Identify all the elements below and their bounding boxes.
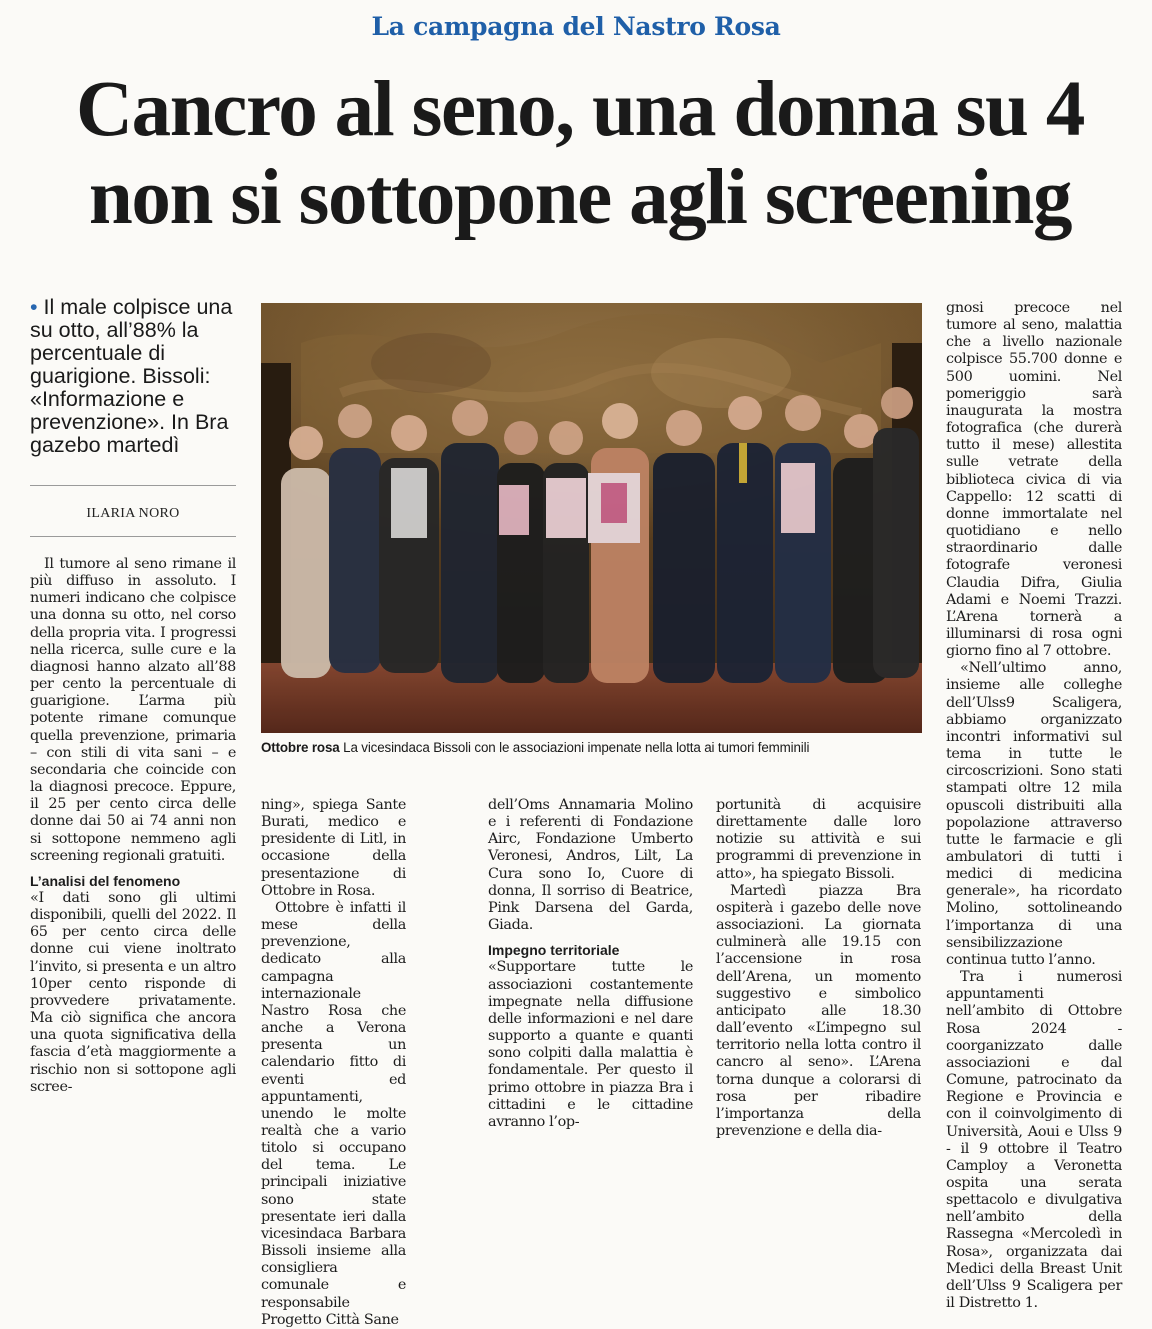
paragraph: portunità di acquisire direttamente dalle loro notizie su attività e sui programmi di prevenzione in atto», ha spiegato Bissoli. — [716, 797, 921, 882]
paragraph: gnosi precoce nel tumore al seno, malattia che a livello nazionale colpisce 55.700 donne e 500 uomini. Nel pomeriggio sarà inaugurata la mostra fotografica (che durerà tutto il mese) allestita sulle vetrate della biblioteca civica di via Cappello: 12 scatti di donne immortalate nel quotidiano e nello straordinario dalle fotografe veronesi Claudia Difra, Giulia Adami e Noemi Trazzi. L’Arena tornerà a illuminarsi di rosa ogni giorno fino al 7 ottobre. — [946, 300, 1122, 660]
subheadline — [30, 296, 238, 457]
paragraph: Tra i numerosi appuntamenti nell’ambito di Ottobre Rosa 2024 - coorganizzato dalle associazioni e dal Comune, patrocinato da Regione e Provincia e con il coinvolgimento di Università, Aoui e Ulss 9 - il 9 ottobre il Teatro Camploy a Veronetta ospita una serata spettacolo e divulgativa nell’ambito della Rassegna «Mercoledì in Rosa», organizzata dai Medici della Breast Unit dell’Ulss 9 Scaligera per il Distretto 1. — [946, 969, 1122, 1312]
headline — [30, 66, 1130, 242]
paragraph: Martedì piazza Bra ospiterà i gazebo delle nove associazioni. La giornata culminerà alle 19.15 con l’accensione in rosa dell’Arena, un momento suggestivo e simbolico anticipato alle 18.30 dall’evento «L’impegno sul territorio nella lotta contro il cancro al seno». L’Arena torna dunque a colorarsi di rosa per ribadire l’importanza della prevenzione e della dia- — [716, 882, 921, 1139]
article-column-4 — [716, 797, 921, 1140]
photo-caption — [261, 740, 941, 755]
paragraph: Ottobre è infatti il mese della prevenzione, dedicato alla campagna internazionale Nastro Rosa che anche a Verona presenta un calendario fitto di eventi ed appuntamenti, unendo le molte realtà che a vario titolo si occupano del tema. Le principali iniziative sono state presentate ieri dalla vicesindaca Barbara Bissoli insieme alla consigliera comunale e responsabile Progetto Città Sane — [261, 899, 406, 1328]
headline-line-1: Cancro al seno, una donna su 4 — [76, 66, 1084, 153]
paragraph: ning», spiega Sante Burati, medico e presidente di Litl, in occasione della presentazione di Ottobre in Rosa. — [261, 797, 406, 899]
section-subheading: Impegno territoriale — [488, 942, 620, 959]
bullet-icon: • — [30, 295, 38, 319]
article-column-3 — [488, 797, 693, 1131]
paragraph: dell’Oms Annamaria Molino e i referenti di Fondazione Airc, Fondazione Umberto Veronesi, Andros, Lilt, La Cura sono Io, Cuore di donna, Il sorriso di Beatrice, Pink Darsena del Garda, Giada. — [488, 797, 693, 934]
photo-caption-title: Ottobre rosa — [261, 740, 340, 755]
byline-divider-bottom — [30, 536, 236, 537]
byline: ILARIA NORO — [86, 506, 180, 521]
photo-caption-text: La vicesindaca Bissoli con le associazioni impenate nella lotta ai tumori femminili — [343, 740, 810, 755]
byline-divider-top — [30, 485, 236, 486]
paragraph: «I dati sono gli ultimi disponibili, quelli del 2022. Il 65 per cento circa delle donne cui viene inoltrato l’invito, si presenta e un altro 10per cento risponde di provvedere privatamente. Ma ciò significa che ancora una quota significativa della fascia d’età maggiormente a rischio non si sottopone agli scree- — [30, 889, 236, 1095]
headline-line-2: non si sottopone agli screening — [88, 154, 1072, 241]
paragraph: Il tumore al seno rimane il più diffuso in assoluto. I numeri indicano che colpisce una donna su otto, nel corso della propria vita. I progressi nella ricerca, sulle cure e la diagnosi hanno alzato all’88 per cento la percentuale di guarigione. L’arma più potente rimane comunque quella prevenzione, primaria – con stili di vita sani – e secondaria che coincide con la diagnosi precoce. Eppure, il 25 per cento circa delle donne dai 50 ai 74 anni non si sottopone nemmeno agli screening regionali gratuiti. — [30, 556, 236, 864]
article-column-5 — [946, 300, 1122, 1312]
paragraph: «Supportare tutte le associazioni costantemente impegnate nella diffusione delle informazioni e nel dare supporto a quante e quanti sono colpiti dalla malattia è fondamentale. Per questo il primo ottobre in piazza Bra i cittadini e le cittadine avranno l’op- — [488, 959, 693, 1130]
article-column-2 — [261, 797, 406, 1329]
section-kicker: La campagna del Nastro Rosa — [371, 12, 781, 41]
paragraph: «Nell’ultimo anno, insieme alle colleghe dell’Ulss9 Scaligera, abbiamo organizzato incontri informativi sul tema in tutte le circoscrizioni. Sono stati stampati oltre 12 mila opuscoli distribuiti alla popolazione attraverso tutte le farmacie e gli ambulatori di tutti i medici di medicina generale», ha ricordato Molino, sottolineando l’importanza di una sensibilizzazione continua tutto l’anno. — [946, 660, 1122, 968]
article-column-1 — [30, 556, 236, 1096]
subheadline-text: Il male colpisce una su otto, all’88% la percentuale di guarigione. Bissoli: «Informazione e prevenzione». In Bra gazebo martedì — [30, 295, 233, 457]
section-subheading: L’analisi del fenomeno — [30, 872, 181, 889]
group-photo — [261, 303, 922, 733]
group-photo-illustration — [261, 303, 922, 733]
